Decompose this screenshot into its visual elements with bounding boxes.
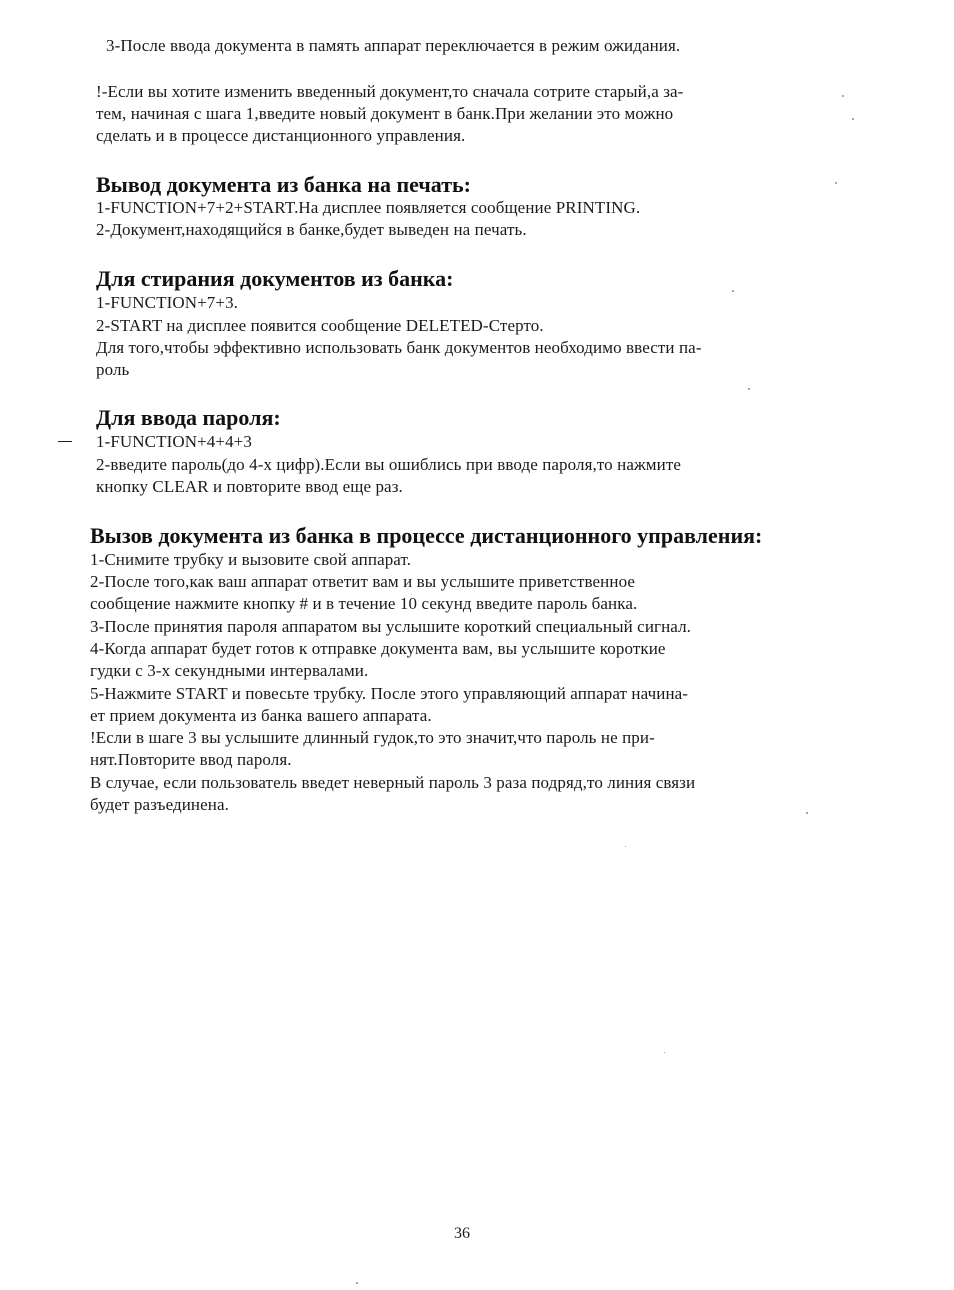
password-line-1: 1-FUNCTION+4+4+3 (96, 432, 252, 451)
intro-note-line-3: сделать и в процессе дистанционного управления. (96, 126, 466, 145)
erase-line-4: роль (96, 360, 130, 379)
section-heading-remote: Вызов документа из банка в процессе дистанционного управления: (90, 523, 763, 548)
remote-line-9: !Если в шаге 3 вы услышите длинный гудок,то это значит,что пароль не при- (90, 728, 655, 747)
section-heading-print: Вывод документа из банка на печать: (96, 172, 471, 197)
erase-line-3: Для того,чтобы эффективно использовать банк документов необходимо ввести па- (96, 338, 702, 357)
page-number: 36 (454, 1225, 470, 1242)
remote-line-5: 4-Когда аппарат будет готов к отправке документа вам, вы услышите короткие (90, 639, 666, 658)
intro-note-line-2: тем, начиная с шага 1,введите новый документ в банк.При желании это можно (96, 104, 674, 123)
print-line-1: 1-FUNCTION+7+2+START.На дисплее появляется сообщение PRINTING. (96, 198, 641, 217)
intro-step-3: 3-После ввода документа в память аппарат переключается в режим ожидания. (106, 36, 681, 55)
intro-note-line-1: !-Если вы хотите изменить введенный документ,то сначала сотрите старый,а за- (96, 82, 684, 101)
remote-line-11: В случае, если пользователь введет неверный пароль 3 раза подряд,то линия связи (90, 773, 696, 792)
print-line-2: 2-Документ,находящийся в банке,будет выведен на печать. (96, 220, 527, 239)
remote-line-3: сообщение нажмите кнопку # и в течение 10 секунд введите пароль банка. (90, 594, 638, 613)
remote-line-8: ет прием документа из банка вашего аппарата. (90, 706, 432, 725)
scan-speck (664, 1052, 665, 1053)
scan-speck (356, 1282, 358, 1284)
scan-speck (806, 812, 808, 814)
margin-dash-mark (58, 441, 72, 442)
remote-line-4: 3-После принятия пароля аппаратом вы услышите короткий специальный сигнал. (90, 617, 692, 636)
scan-speck (852, 118, 854, 120)
remote-line-1: 1-Снимите трубку и вызовите свой аппарат. (90, 550, 412, 569)
password-line-2: 2-введите пароль(до 4-х цифр).Если вы ошиблись при вводе пароля,то нажмите (96, 455, 682, 474)
remote-line-2: 2-После того,как ваш аппарат ответит вам и вы услышите приветственное (90, 572, 636, 591)
remote-line-7: 5-Нажмите START и повесьте трубку. После этого управляющий аппарат начина- (90, 684, 689, 703)
scan-speck (835, 182, 837, 184)
erase-line-1: 1-FUNCTION+7+3. (96, 293, 239, 312)
scan-speck (748, 388, 750, 390)
section-heading-password: Для ввода пароля: (96, 405, 281, 430)
password-line-3: кнопку CLEAR и повторите ввод еще раз. (96, 477, 403, 496)
remote-line-6: гудки с 3-х секундными интервалами. (90, 661, 369, 680)
remote-line-10: нят.Повторите ввод пароля. (90, 750, 292, 769)
section-heading-erase: Для стирания документов из банка: (96, 266, 454, 291)
scan-speck (842, 95, 844, 97)
remote-line-12: будет разъединена. (90, 795, 229, 814)
scan-speck (625, 846, 626, 847)
scan-speck (732, 290, 734, 292)
erase-line-2: 2-START на дисплее появится сообщение DELETED-Стерто. (96, 316, 544, 335)
